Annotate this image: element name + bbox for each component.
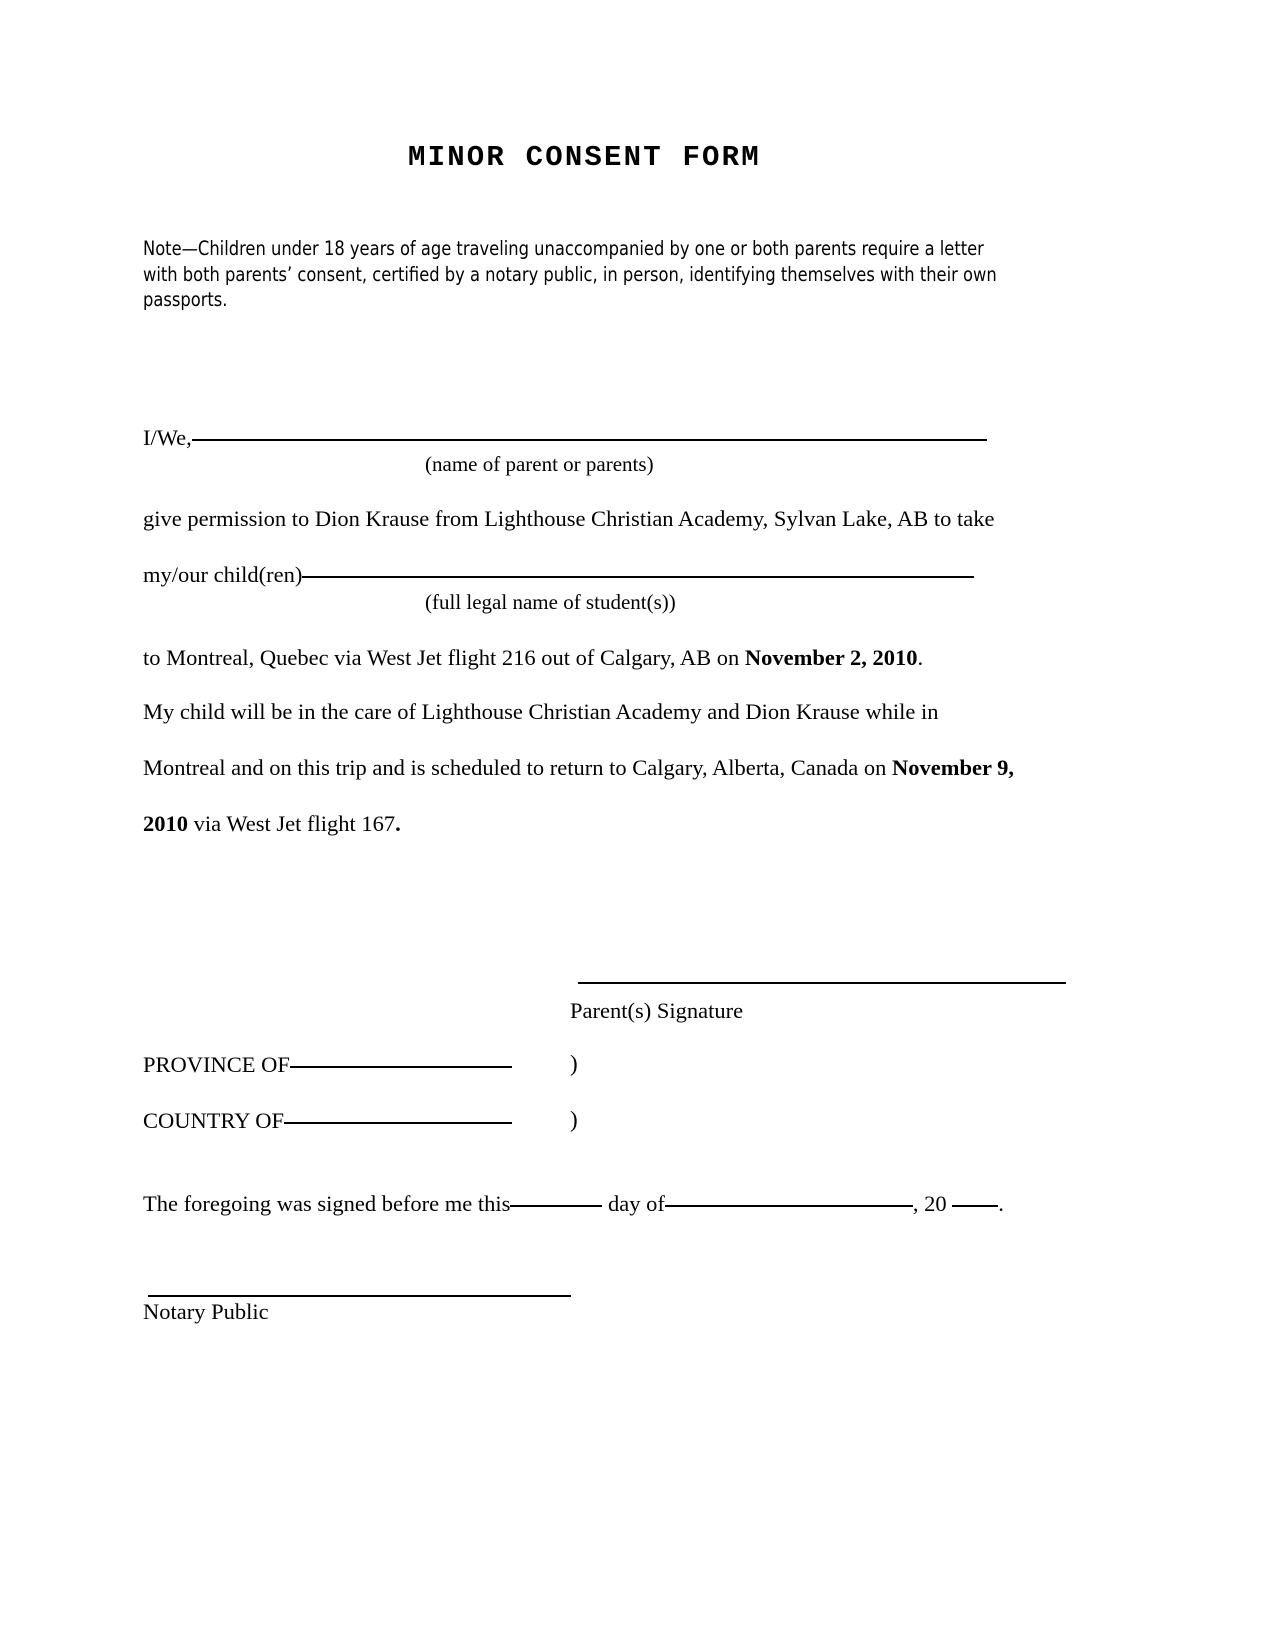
return-line-period: . [395,811,401,836]
country-label: COUNTRY OF [143,1108,285,1133]
foregoing-line [143,1190,1004,1218]
foregoing-period: . [998,1191,1004,1216]
student-name-caption: (full legal name of student(s)) [425,590,676,614]
parent-name-line [143,424,987,452]
country-line [143,1107,512,1135]
permission-line: give permission to Dion Krause from Lighthouse Christian Academy, Sylvan Lake, AB to take [143,506,995,531]
country-blank[interactable] [284,1122,512,1124]
return-line [143,754,1014,782]
province-paren: ) [570,1051,578,1076]
destination-text: to Montreal, Quebec via West Jet flight 216 out of Calgary, AB on [143,645,745,670]
year-blank[interactable] [952,1205,998,1207]
notary-signature-blank[interactable] [148,1295,571,1297]
return-date-line1: November 9, [891,755,1015,780]
return-flight-text: via West Jet flight 167 [188,811,396,836]
day-blank[interactable] [510,1205,602,1207]
child-name-line [143,561,974,589]
return-line-continued [143,810,401,838]
child-label: my/our child(ren) [143,562,303,587]
province-blank[interactable] [290,1066,512,1068]
foregoing-prefix: The foregoing was signed before me this [143,1191,511,1216]
destination-line [143,644,923,672]
parent-name-caption: (name of parent or parents) [425,452,654,476]
country-paren: ) [570,1107,578,1132]
month-blank[interactable] [665,1205,913,1207]
province-label: PROVINCE OF [143,1052,290,1077]
page-title: MINOR CONSENT FORM [408,141,761,174]
day-of-label: day of [608,1191,665,1216]
care-line: My child will be in the care of Lighthouse Christian Academy and Dion Krause while in [143,699,939,724]
destination-period: . [917,645,924,670]
parent-signature-blank[interactable] [578,982,1066,984]
notary-public-label: Notary Public [143,1299,269,1324]
note-paragraph: Note—Children under 18 years of age traveling unaccompanied by one or both parents require a letter with both parents’ consent, certified by a notary public, in person, identifying themselves with their own passports. [143,237,997,311]
province-line [143,1051,512,1079]
student-name-blank[interactable] [302,576,974,578]
parent-signature-label: Parent(s) Signature [570,998,744,1023]
intro-label: I/We, [143,425,192,450]
return-date-line2: 2010 [143,811,188,836]
year-prefix: , 20 [912,1191,947,1216]
departure-date: November 2, 2010 [744,645,918,670]
parent-name-blank[interactable] [192,439,987,441]
return-text: Montreal and on this trip and is scheduled to return to Calgary, Alberta, Canada on [143,755,892,780]
